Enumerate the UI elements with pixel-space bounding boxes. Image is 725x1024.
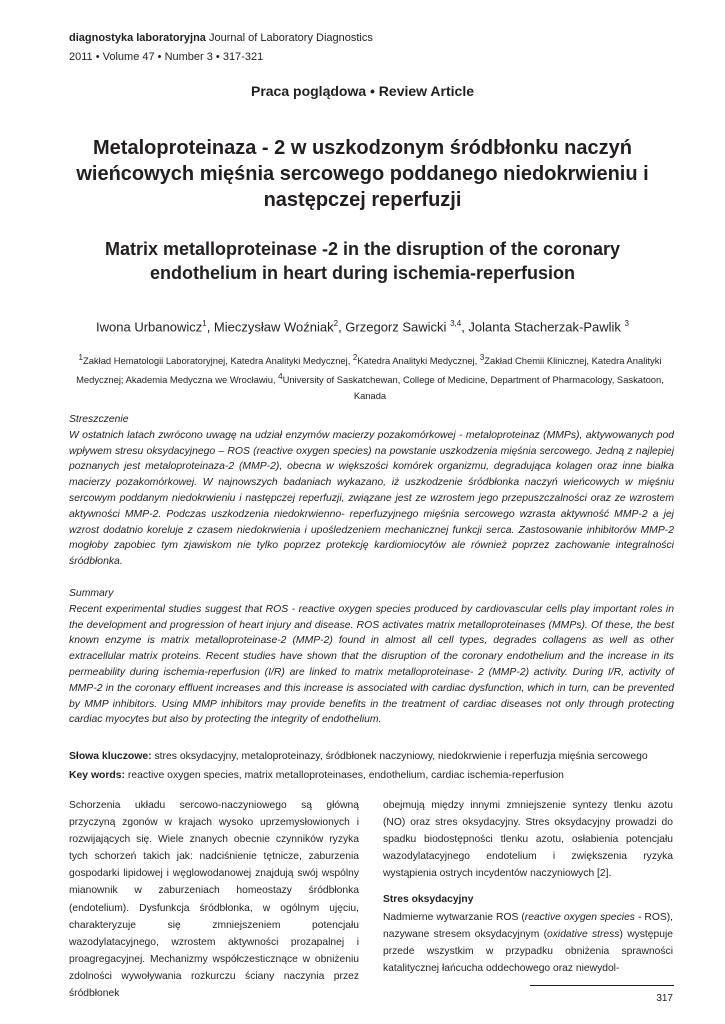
author-list: Iwona Urbanowicz$^1$, Mieczysław Woźniak$^2$, Grzegorz Sawicki $^{3,4}$, Jolanta Stacherzak-Pawlik $^3$ <box>96 319 629 335</box>
title-polish: Metaloproteinaza - 2 w uszkodzonym śródbłonku naczyń wieńcowych mięśnia sercowego poddanego niedokrwieniu i następczej reperfuzji <box>76 137 649 211</box>
body-column-right <box>383 797 673 977</box>
author-name: Grzegorz Sawicki <box>345 319 447 335</box>
affil-sup: 1 <box>78 353 83 362</box>
keywords-text: reactive oxygen species, matrix metalloproteinases, endothelium, cardiac ischemia-reperfusion <box>125 770 564 781</box>
title-english: Matrix metalloproteinase -2 in the disruption of the coronary endothelium in heart during ischemia-reperfusion <box>104 239 621 283</box>
affil-sup: 3 <box>479 353 485 362</box>
affil-sup: 4 <box>278 372 283 382</box>
author-name: Jolanta Stacherzak-Pawlik <box>468 319 621 335</box>
article-type: Praca poglądowa • Review Article <box>250 83 474 99</box>
author-name: Mieczysław Woźniak <box>213 319 334 335</box>
journal-header <box>69 31 373 45</box>
text-run-italic: oxidative stress <box>547 928 620 940</box>
affil-sup: 2 <box>352 353 358 362</box>
keywords-english <box>69 769 689 783</box>
text-run: ) występuje przede wszystkim w przypadku obniżenia sprawności katalitycznej łańcucha oddechowego oraz niewydol- <box>383 928 673 974</box>
affil-text: University of Saskatchewan, College of Medicine, Department of Pharmacology, Saskatoon, Kanada <box>282 374 664 402</box>
author-affil-sup: 2 <box>333 319 339 328</box>
text-run-italic: reactive oxygen species <box>524 911 635 923</box>
body-paragraph: obejmują między innymi zmniejszenie syntezy tlenku azotu (NO) oraz stres oksydacyjny. Stres oksydacyjny prowadzi do spadku biodostępności tlenku azotu, osłabienia potencjału wazodylatacyjnego endotelium i zwiększenia ryzyka wystąpienia ostrych incydentów naczyniowych [2]. <box>383 800 673 880</box>
abstract-heading: Summary <box>69 588 114 599</box>
abstract-text: W ostatnich latach zwrócono uwagę na udział enzymów macierzy pozakomórkowej - metaloproteinaz (MMPs), aktywowanych pod wpływem stresu oksydacyjnego – ROS (reactive oxygen species) na powstanie uszkodzenia mięśnia sercowego. Jedną z najlepiej poznanych jest metaloproteinaza-2 (MMP-2), obecna w większości komórek organizmu, degradująca kolagen oraz inne białka macierzy pozakomórkowej. W najnowszych badaniach wykazano, iż uszkodzenie śródbłonka naczyń wieńcowych w mięśniu sercowym poddanym niedokrwieniu i następczej reperfuzji, związane jest ze wzrostem jego przepuszczalności oraz ze wzrostem aktywności MMP-2. Podczas uszkodzenia niedokrwienno- reperfuzyjnego mięśnia sercowego wzrasta aktywność MMP-2 a jej wzrost dodatnio koreluje z czasem niedokrwienia i upośledzeniem mechanicznej funkcji serca. Zastosowanie inhibitorów MMP-2 mogłoby zapobiec tym zjawiskom nie tylko poprzez protekcję kardiomiocytów ale również poprzez zachowanie integralności śródbłonka. <box>69 429 674 568</box>
abstract-polish <box>69 412 674 570</box>
affil-text: Katedra Analityki Medycznej, <box>357 355 480 367</box>
author-affil-sup: 3,4 <box>450 319 462 328</box>
journal-name: Journal of Laboratory Diagnostics <box>209 32 373 44</box>
body-paragraph: Schorzenia układu sercowo-naczyniowego są główną przyczyną zgonów w krajach wysoko uprzemysłowionych i rozwijających się. Wiele znanych obecnie czynników ryzyka tych schorzeń takich jak: nadciśnienie tętnicze, zaburzenia gospodarki lipidowej i węglowodanowej znajdują swój wspólny mianownik w zaburzeniach homeostazy śródbłonka (endotelium). Dysfunkcja śródbłonka, w ogólnym ujęciu, charakteryzuje się zmniejszeniem potencjału wazodylatacyjnego, wzrostem aktywności prozapalnej i proagregacyjnej. Mechanizmy współczesticznące w obniżeniu zdolności wywoływania rozkurczu ściany naczynia przez śródbłonek <box>69 800 359 1000</box>
affil-text: Zakład Chemii Klinicznej, Katedra Analityki Medycznej; Akademia Medyczna we Wrocławiu, <box>76 355 662 386</box>
abstract-english <box>69 586 674 728</box>
affiliations <box>70 350 670 404</box>
text-run: Nadmierne wytwarzanie ROS ( <box>383 911 525 923</box>
section-heading: Stres oksydacyjny <box>383 894 474 906</box>
text-run: - ROS), nazywane stresem oksydacyjnym ( <box>383 911 673 940</box>
abstract-text: Recent experimental studies suggest that ROS - reactive oxygen species produced by cardiovascular cells play important roles in the development and progression of heart injury and disease. ROS activates matrix metalloproteinases (MMPs). Of these, the best known enzyme is matrix metalloproteinase-2 (MMP-2) found in almost all cell types, degrades collagens as well as other extracellular matrix proteins. Recent studies have shown that the disruption of the coronary endothelium and the increase in its permeability during ischemia-reperfusion (I/R) are linked to matrix metalloproteinase- 2 (MMP-2) activity. During I/R, activity of MMP-2 in the coronary effluent increases and this increase is associated with cardiac dysfunction, which in turn, can be prevented by MMP inhibitors. Using MMP inhibitors may provide benefits in the treatment of cardiac diseases not only through protecting cardiac myocytes but also by protecting the integrity of endothelium. <box>69 603 674 726</box>
keywords-polish <box>69 750 689 764</box>
affil-text: Zakład Hematologii Laboratoryjnej, Katedra Analityki Medycznej, <box>82 355 353 367</box>
footer-rule <box>530 985 674 986</box>
author-name: Iwona Urbanowicz <box>96 319 203 335</box>
keywords-text: stres oksydacyjny, metaloproteinazy, śródbłonek naczyniowy, niedokrwienie i reperfuzja mięśnia sercowego <box>151 751 648 762</box>
author-affil-sup: 1 <box>202 319 207 328</box>
page-number: 317 <box>656 993 673 1004</box>
volume-line: 2011 • Volume 47 • Number 3 • 317-321 <box>69 51 264 63</box>
body-paragraph <box>383 909 673 977</box>
journal-brand: diagnostyka laboratoryjna <box>69 32 206 44</box>
keywords-label: Key words: <box>69 770 126 781</box>
abstract-heading: Streszczenie <box>69 414 129 425</box>
author-affil-sup: 3 <box>624 319 629 328</box>
keywords-label: Słowa kluczowe: <box>69 751 152 762</box>
body-column-left <box>69 797 359 1002</box>
